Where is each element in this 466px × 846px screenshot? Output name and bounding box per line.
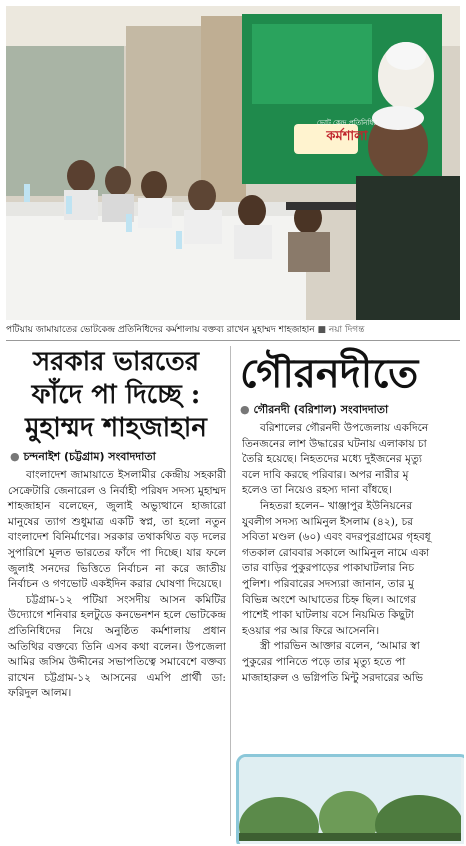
banner-line-1: ভোট কেন্দ্র প্রতিনিধির xyxy=(316,119,378,127)
right-body-line: নিহতরা হলেন– খাঞ্জাপুর ইউনিয়নের xyxy=(260,499,413,512)
right-body-line: পুকুরের পানিতে পড়ে তার মৃত্যু হতে পা xyxy=(242,655,406,668)
right-body-line: বিভিন্ন অংশে আঘাতের চিহ্ন ছিল। আগের xyxy=(242,593,417,606)
right-body xyxy=(242,421,464,686)
caption-text: পটিয়ায় জামায়াতের ভোটকেন্দ্র প্রতিনিধিদের কর্মশালায় বক্তব্য রাখেন মুহাম্মদ শাহজাহান xyxy=(6,325,315,335)
event-photo-graphic xyxy=(6,6,460,320)
right-body-line: যুবলীগ সদস্য আমিনুল ইসলাম (৪২), চর xyxy=(242,515,414,528)
right-body-line: সবিতা মণ্ডল (৬০) এবং বদরপুরগ্রামের গৃহবধূ xyxy=(242,531,431,544)
left-byline xyxy=(10,449,226,465)
right-body-line: পাশেই পাকা ঘাটলায় বসে নিয়মিত কিছুটা xyxy=(242,609,414,622)
left-headline: সরকার ভারতের ফাঁদে পা দিচ্ছে : মুহাম্মদ শাহজাহান xyxy=(25,347,207,443)
left-article xyxy=(6,344,226,844)
right-body-line: হলেও তা নিয়েও রহস্য দানা বাঁধছে। xyxy=(242,484,392,497)
left-paragraph-2: চট্টগ্রাম-১২ পটিয়া সংসদীয় আসন কমিটির উদ্যোগে শনিবার হলটুডে কনভেনশন হলে ভোটকেন্দ্র প্রতিনিধিদের নিয়ে অনুষ্ঠিত কর্মশালায় প্রধান অতিথির বক্তব্যে তিনি এসব কথা বলেন। উপজেলা আমির জসিম উদ্দীনের সভাপতিত্বে সমাবেশে বক্তব্য রাখেন চট্টগ্রাম-১২ আসনের এমপি প্রার্থী ডা: ফরিদুল আলম। xyxy=(8,593,226,700)
banner-line-2: কর্মশালা xyxy=(326,129,368,144)
right-byline xyxy=(240,402,464,418)
right-headline: গৌরনদীতে xyxy=(240,350,419,397)
right-body-line: পুলিশ। পরিবারের সদস্যরা জানান, তার মু xyxy=(242,577,414,590)
right-byline-text: গৌরনদী (বরিশাল) সংবাদদাতা xyxy=(253,403,389,416)
left-body xyxy=(8,468,226,702)
left-byline-text: চন্দনাইশ (চট্টগ্রাম) সংবাদদাতা xyxy=(23,450,156,463)
right-body-line: স্ত্রী পারভিন আক্তার বলেন, ‘আমার স্বা xyxy=(260,640,420,653)
right-body-line: মাজাহারুল ও ভগ্নিপতি মিন্টু সরদারের অভি xyxy=(242,671,423,684)
event-photo xyxy=(6,6,460,320)
right-body-line: বলে দাবি করছে পরিবার। অপর নারীর মৃ xyxy=(242,468,409,481)
right-article xyxy=(236,344,464,844)
right-body-line: বরিশালের গৌরনদী উপজেলায় একদিনে xyxy=(260,422,429,434)
photo-caption xyxy=(6,322,460,338)
caption-divider xyxy=(6,340,460,341)
column-divider xyxy=(230,346,231,836)
right-body-line: হওয়ার পর আর ফিরে আসেননি। xyxy=(242,624,380,637)
banner-text xyxy=(302,118,392,146)
right-body-line: গতকাল রোববার সকালে আমিনুল নামে একা xyxy=(242,546,430,559)
left-paragraph-1: বাংলাদেশ জামায়াতে ইসলামীর কেন্দ্রীয় সহকারী সেক্রেটারি জেনারেল ও নির্বাহী পরিষদ সদস্য মুহাম্মদ শাহজাহান বলেছেন, জুলাই অভ্যুত্থানে হাজারো মানুষের ত্যাগ শুধুমাত্র একটি স্বপ্ন, তা হলো নতুন বাংলাদেশ বিনির্মাণের। সরকার তথাকথিত বড় দলের সুপারিশে মূলত ভারতের ফাঁদে পা দিচ্ছে। যার ফলে জুলাই সনদের ভিত্তিতে নির্বাচন না করে জাতীয় নির্বাচন ও গণভোট একইদিন করার ঘোষণা দিয়েছে। xyxy=(8,469,226,591)
right-body-line: তিনজনের লাশ উদ্ধারের ঘটনায় এলাকায় চা xyxy=(242,437,427,450)
bullet-icon: ● xyxy=(10,450,24,463)
bullet-icon: ● xyxy=(240,403,254,416)
caption-source: ■ নয়া দিগন্ত xyxy=(317,325,365,335)
right-body-line: তৈরি হয়েছে। নিহতদের মধ্যে দুইজনের মৃত্যু xyxy=(242,453,422,466)
right-body-line: তার বাড়ির পুকুরপাড়ের পাকাঘাটলার নিচ xyxy=(242,562,415,575)
inset-photo-graphic xyxy=(239,757,461,841)
inset-photo xyxy=(236,754,464,844)
